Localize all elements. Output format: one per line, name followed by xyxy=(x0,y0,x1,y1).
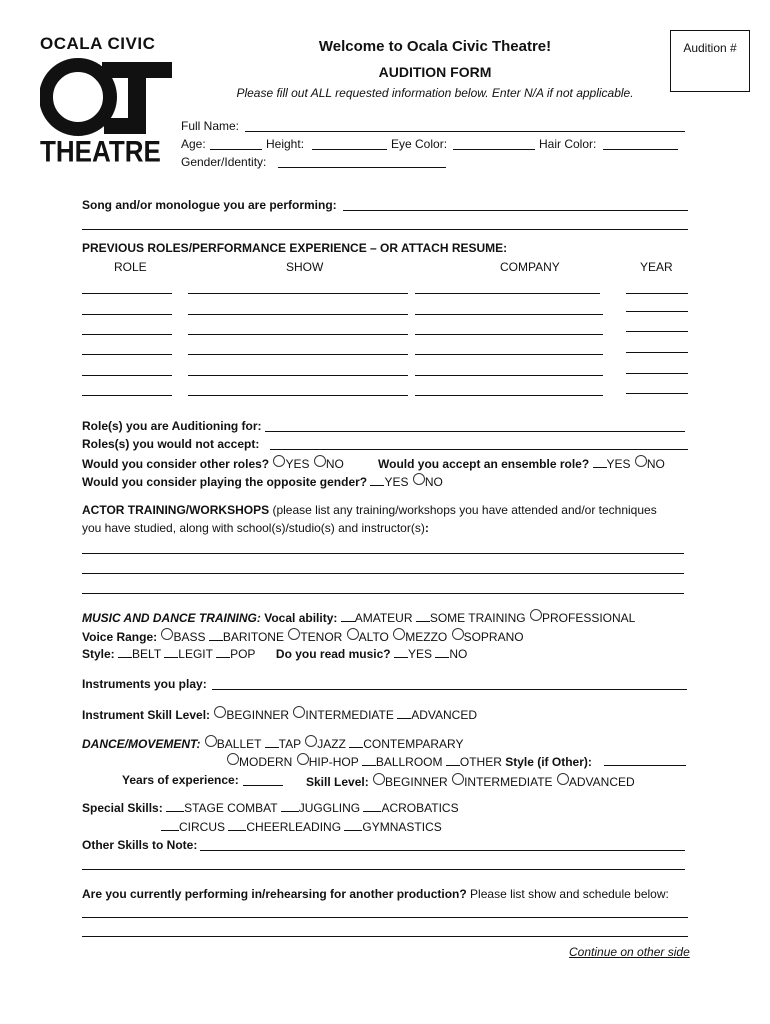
role-field[interactable] xyxy=(82,334,172,335)
show-field[interactable] xyxy=(188,314,408,315)
auditioning-field[interactable] xyxy=(265,431,685,432)
hiphop-option: HIP-HOP xyxy=(308,755,359,769)
year-field[interactable] xyxy=(626,373,688,374)
tap-blank[interactable] xyxy=(265,737,279,748)
ensemble-no-radio[interactable] xyxy=(635,455,647,467)
company-field[interactable] xyxy=(415,293,600,294)
beginner-option: BEGINNER xyxy=(226,708,290,722)
no-option: NO xyxy=(449,647,468,661)
show-field[interactable] xyxy=(188,354,408,355)
circus-blank[interactable] xyxy=(161,820,179,831)
baritone-blank[interactable] xyxy=(209,630,223,641)
professional-radio[interactable] xyxy=(530,609,542,621)
other-roles-row xyxy=(82,455,344,471)
hair-color-field[interactable] xyxy=(603,149,678,150)
gymnastics-blank[interactable] xyxy=(344,820,362,831)
role-field[interactable] xyxy=(82,293,172,294)
years-experience-field[interactable] xyxy=(243,785,283,786)
company-field[interactable] xyxy=(415,314,603,315)
special-skills-row-2 xyxy=(161,820,442,834)
eye-color-label: Eye Color: xyxy=(391,137,448,151)
training-heading: ACTOR TRAINING/WORKSHOPS xyxy=(82,503,270,517)
audition-number-box[interactable] xyxy=(670,30,750,92)
intermediate-option: INTERMEDIATE xyxy=(464,775,553,789)
year-field[interactable] xyxy=(626,393,688,394)
yes-option: YES xyxy=(407,647,432,661)
song-field[interactable] xyxy=(343,210,688,211)
tenor-radio[interactable] xyxy=(288,628,300,640)
style-other-label: Style (if Other): xyxy=(505,755,592,769)
instrument-skill-row xyxy=(82,706,477,722)
read-music-no-blank[interactable] xyxy=(435,647,449,658)
opposite-gender-yes-blank[interactable] xyxy=(370,475,384,486)
training-intro-2 xyxy=(82,521,429,535)
year-field[interactable] xyxy=(626,352,688,353)
gender-label: Gender/Identity: xyxy=(181,155,267,169)
song-field-2[interactable] xyxy=(82,229,688,230)
advanced-option: ADVANCED xyxy=(411,708,478,722)
col-year-header: YEAR xyxy=(640,260,673,274)
intermediate-option: INTERMEDIATE xyxy=(305,708,394,722)
bass-option: BASS xyxy=(173,630,206,644)
beginner-radio[interactable] xyxy=(214,706,226,718)
other-roles-no-radio[interactable] xyxy=(314,455,326,467)
ballroom-blank[interactable] xyxy=(362,755,376,766)
opposite-gender-no-radio[interactable] xyxy=(413,473,425,485)
dance-row-1 xyxy=(82,735,463,751)
advanced-blank[interactable] xyxy=(397,708,411,719)
tap-option: TAP xyxy=(278,737,301,751)
yes-option: YES xyxy=(606,457,631,471)
dance-heading: DANCE/MOVEMENT: xyxy=(82,737,201,751)
gymnastics-option: GYMNASTICS xyxy=(362,820,442,834)
music-dance-heading: MUSIC AND DANCE TRAINING: xyxy=(82,611,261,625)
hair-color-label: Hair Color: xyxy=(539,137,597,151)
company-field[interactable] xyxy=(415,354,603,355)
eye-color-field[interactable] xyxy=(453,149,535,150)
other-roles-yes-radio[interactable] xyxy=(273,455,285,467)
soprano-option: SOPRANO xyxy=(463,630,524,644)
juggling-blank[interactable] xyxy=(281,801,299,812)
intermediate-radio[interactable] xyxy=(293,706,305,718)
role-field[interactable] xyxy=(82,395,172,396)
role-field[interactable] xyxy=(82,314,172,315)
acrobatics-option: ACROBATICS xyxy=(381,801,459,815)
gender-field[interactable] xyxy=(278,167,446,168)
training-field-1[interactable] xyxy=(82,553,684,554)
instruments-field[interactable] xyxy=(212,689,687,690)
belt-option: BELT xyxy=(132,647,161,661)
pop-option: POP xyxy=(230,647,256,661)
company-field[interactable] xyxy=(415,395,603,396)
no-option: NO xyxy=(646,457,665,471)
year-field[interactable] xyxy=(626,311,688,312)
style-other-field[interactable] xyxy=(604,765,686,766)
full-name-field[interactable] xyxy=(245,131,685,132)
mezzo-radio[interactable] xyxy=(393,628,405,640)
show-field[interactable] xyxy=(188,395,408,396)
company-field[interactable] xyxy=(415,334,603,335)
hiphop-radio[interactable] xyxy=(297,753,309,765)
form-instructions: Please fill out ALL requested information below. Enter N/A if not applicable. xyxy=(236,86,634,100)
contemporary-blank[interactable] xyxy=(349,737,363,748)
beginner-option: BEGINNER xyxy=(385,775,448,789)
training-colon: : xyxy=(424,521,429,535)
full-name-label: Full Name: xyxy=(181,119,240,133)
audition-number-label: Audition # xyxy=(683,41,737,55)
special-skills-label: Special Skills: xyxy=(82,801,163,815)
dance-beginner-radio[interactable] xyxy=(373,773,385,785)
logo-top-text: OCALA CIVIC xyxy=(40,34,156,53)
company-field[interactable] xyxy=(415,375,603,376)
form-welcome-title: Welcome to Ocala Civic Theatre! xyxy=(318,38,552,55)
alto-radio[interactable] xyxy=(347,628,359,640)
height-label: Height: xyxy=(266,137,305,151)
dance-intermediate-radio[interactable] xyxy=(452,773,464,785)
production-row xyxy=(82,887,669,901)
legit-blank[interactable] xyxy=(164,647,178,658)
years-experience-label: Years of experience: xyxy=(122,773,239,787)
dance-advanced-radio[interactable] xyxy=(557,773,569,785)
vocal-ability-row xyxy=(82,609,635,625)
belt-blank[interactable] xyxy=(118,647,132,658)
juggling-option: JUGGLING xyxy=(298,801,361,815)
jazz-radio[interactable] xyxy=(305,735,317,747)
instrument-skill-label: Instrument Skill Level: xyxy=(82,708,211,722)
amateur-option: AMATEUR xyxy=(354,611,413,625)
style-label: Style: xyxy=(82,647,115,661)
song-label: Song and/or monologue you are performing: xyxy=(82,198,337,212)
dance-row-2 xyxy=(226,753,592,769)
col-show-header: SHOW xyxy=(286,260,324,274)
voice-range-label: Voice Range: xyxy=(82,630,158,644)
other-blank[interactable] xyxy=(446,755,460,766)
height-field[interactable] xyxy=(312,149,387,150)
training-text-1: (please list any training/workshops you have attended and/or techniques xyxy=(269,503,657,517)
other-option: OTHER xyxy=(459,755,502,769)
no-option: NO xyxy=(325,457,344,471)
experience-heading: PREVIOUS ROLES/PERFORMANCE EXPERIENCE – OR ATTACH RESUME: xyxy=(82,241,508,255)
legit-option: LEGIT xyxy=(178,647,213,661)
opposite-gender-row xyxy=(82,473,443,489)
voice-range-row xyxy=(82,628,524,644)
other-skills-field-2[interactable] xyxy=(82,869,685,870)
stage-combat-option: STAGE COMBAT xyxy=(184,801,278,815)
read-music-label: Do you read music? xyxy=(275,647,391,661)
auditioning-label: Role(s) you are Auditioning for: xyxy=(82,419,262,433)
other-skills-label: Other Skills to Note: xyxy=(82,838,198,852)
col-company-header: COMPANY xyxy=(500,260,560,274)
other-roles-label: Would you consider other roles? xyxy=(82,457,270,471)
training-text-2: you have studied, along with school(s)/studio(s) and instructor(s) xyxy=(82,521,425,535)
pop-blank[interactable] xyxy=(216,647,230,658)
training-field-3[interactable] xyxy=(82,593,684,594)
instruments-label: Instruments you play: xyxy=(82,677,207,691)
age-label: Age: xyxy=(181,137,206,151)
training-intro xyxy=(82,503,657,517)
opposite-gender-label: Would you consider playing the opposite gender? xyxy=(82,475,368,489)
cheerleading-option: CHEERLEADING xyxy=(246,820,342,834)
year-field[interactable] xyxy=(626,293,688,294)
yes-option: YES xyxy=(384,475,409,489)
read-music-yes-blank[interactable] xyxy=(394,647,408,658)
age-field[interactable] xyxy=(210,149,262,150)
stage-combat-blank[interactable] xyxy=(166,801,184,812)
training-field-2[interactable] xyxy=(82,573,684,574)
special-skills-row-1 xyxy=(82,801,459,815)
dance-skill-row xyxy=(306,773,635,789)
production-field-2[interactable] xyxy=(82,936,688,937)
show-field[interactable] xyxy=(188,293,408,294)
amateur-blank[interactable] xyxy=(341,611,355,622)
some-training-option: SOME TRAINING xyxy=(429,611,526,625)
role-field[interactable] xyxy=(82,375,172,376)
tenor-option: TENOR xyxy=(300,630,343,644)
col-role-header: ROLE xyxy=(114,260,147,274)
vocal-ability-label: Vocal ability: xyxy=(264,611,338,625)
contemporary-option: CONTEMPARARY xyxy=(363,737,464,751)
advanced-option: ADVANCED xyxy=(568,775,635,789)
mezzo-option: MEZZO xyxy=(405,630,448,644)
alto-option: ALTO xyxy=(358,630,389,644)
bass-radio[interactable] xyxy=(161,628,173,640)
show-field[interactable] xyxy=(188,334,408,335)
ensemble-row xyxy=(378,455,665,471)
jazz-option: JAZZ xyxy=(317,737,346,751)
circus-option: CIRCUS xyxy=(179,820,226,834)
modern-radio[interactable] xyxy=(227,753,239,765)
no-option: NO xyxy=(424,475,443,489)
dance-skill-label: Skill Level: xyxy=(306,775,369,789)
professional-option: PROFESSIONAL xyxy=(541,611,636,625)
ensemble-label: Would you accept an ensemble role? xyxy=(378,457,590,471)
form-title: AUDITION FORM xyxy=(378,64,492,80)
ensemble-yes-blank[interactable] xyxy=(593,457,607,468)
acrobatics-blank[interactable] xyxy=(363,801,381,812)
continue-note: Continue on other side xyxy=(569,945,690,959)
production-question: Are you currently performing in/rehearsing for another production? xyxy=(82,887,467,901)
show-field[interactable] xyxy=(188,375,408,376)
not-accept-field[interactable] xyxy=(270,449,688,450)
yes-option: YES xyxy=(285,457,310,471)
modern-option: MODERN xyxy=(239,755,293,769)
baritone-option: BARITONE xyxy=(222,630,284,644)
role-field[interactable] xyxy=(82,354,172,355)
style-row xyxy=(82,647,467,661)
year-field[interactable] xyxy=(626,331,688,332)
other-skills-field[interactable] xyxy=(200,850,685,851)
production-detail: Please list show and schedule below: xyxy=(466,887,669,901)
ballroom-option: BALLROOM xyxy=(375,755,443,769)
cheerleading-blank[interactable] xyxy=(228,820,246,831)
production-field-1[interactable] xyxy=(82,917,688,918)
soprano-radio[interactable] xyxy=(452,628,464,640)
some-training-blank[interactable] xyxy=(416,611,430,622)
ballet-option: BALLET xyxy=(216,737,262,751)
logo-bottom-text: THEATRE xyxy=(40,134,161,169)
not-accept-label: Roles(s) you would not accept: xyxy=(82,437,260,451)
ballet-radio[interactable] xyxy=(205,735,217,747)
